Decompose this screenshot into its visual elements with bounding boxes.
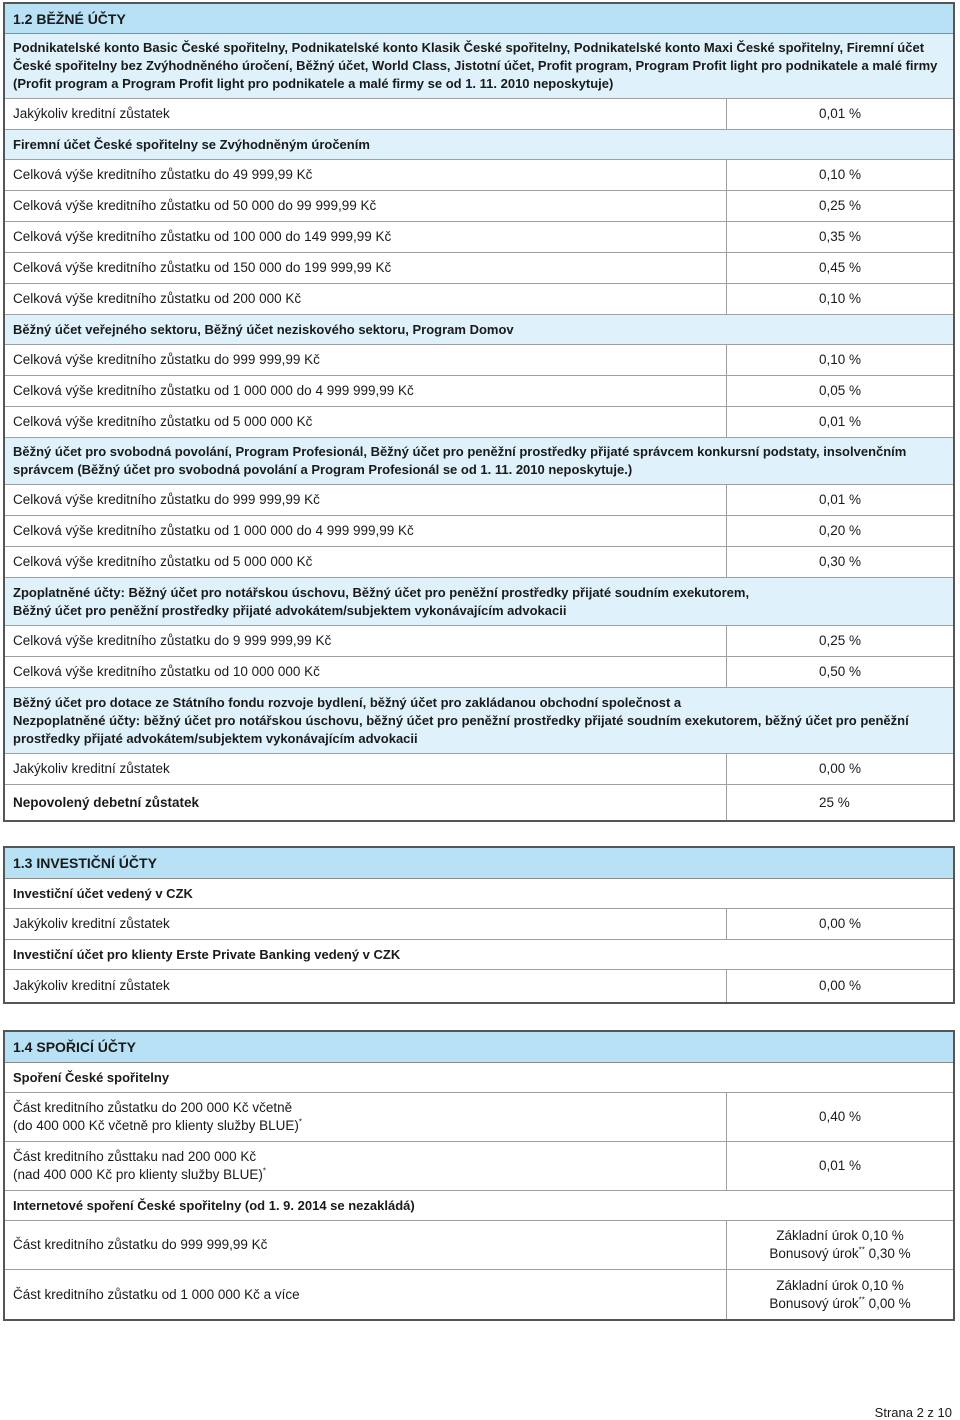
section-bezne-ucty [3,2,955,822]
table-row [5,1093,953,1142]
row-value: 0,00 % [818,761,862,776]
row-label: Celková výše kreditního zůstatku od 10 000 000 Kč [5,657,727,687]
row-label: Jakýkoliv kreditní zůstatek [5,754,727,784]
table-row [5,1221,953,1270]
section-title [5,4,953,34]
row-value: 0,05 % [818,383,862,398]
subheading-intro [5,34,953,99]
section-investicni-ucty [3,846,955,1004]
subheading-dotace [5,688,953,754]
row-label: Celková výše kreditního zůstatku od 200 000 Kč [5,284,727,314]
table-row [5,547,953,578]
row-value: 0,45 % [818,260,862,275]
row-value: 0,00 % [818,916,862,931]
table-row [5,516,953,547]
section-title [5,848,953,879]
row-value: 0,01 % [818,106,862,121]
row-label: Celková výše kreditního zůstatku od 100 000 do 149 999,99 Kč [5,222,727,252]
row-label: Celková výše kreditního zůstatku od 1 000 000 do 4 999 999,99 Kč [5,376,727,406]
subheading-text: Podnikatelské konto Basic České spořitelny, Podnikatelské konto Klasik České spořitelny, Podnikatelské konto Maxi České spořitelny, Firemní účet České spořitelny bez Zvýhodněného úročení, Běžný účet, World Class, Jistotní účet, Profit program, Program Profit light pro podnikatele a malé firmy (Profit program a Program Profit light pro podnikatele a malé firmy se od 1. 11. 2010 neposkytuje) [13,40,938,91]
row-value: 0,01 % [818,1158,862,1173]
row-label-line: Část kreditního zůsttaku nad 200 000 Kč [13,1149,257,1164]
subheading-erste [5,940,953,970]
subheading-verejny [5,315,953,345]
row-label: Část kreditního zůstatku do 999 999,99 Kč [5,1221,727,1269]
row-value: 0,50 % [818,664,862,679]
table-row [5,407,953,438]
subheading-text: Běžný účet pro svobodná povolání, Program Profesionál, Běžný účet pro peněžní prostředky přijaté správcem konkursní podstaty, insolvenčním správcem (Běžný účet pro svobodná povolání a Program Profesionál se od 1. 11. 2010 neposkytuje.) [13,444,907,477]
subheading-svobodna [5,438,953,485]
row-label: Celková výše kreditního zůstatku od 5 000 000 Kč [5,407,727,437]
subheading-text: Firemní účet České spořitelny se Zvýhodněným úročením [13,136,370,152]
row-value: 0,10 % [818,291,862,306]
row-value [727,1221,953,1269]
row-label-line: Část kreditního zůstatku do 200 000 Kč včetně [13,1100,293,1115]
subheading-line: Nezpoplatněné účty: běžný účet pro notářskou úschovu, běžný účet pro peněžní prostředky přijaté soudním exekutorem, běžný účet pro peněžní prostředky přijaté advokátem/subjektem vykonávajícím advokacii [13,712,909,746]
row-value: 0,01 % [818,492,862,507]
row-label: Celková výše kreditního zůstatku do 49 999,99 Kč [5,160,727,190]
row-value: 0,30 % [818,554,862,569]
section-sporici-ucty [3,1030,955,1321]
row-label-text: (do 400 000 Kč včetně pro klienty služby BLUE) [13,1118,299,1133]
row-value: 0,01 % [818,414,862,429]
row-label [5,1093,727,1141]
bonus-rate [769,1245,910,1263]
section-title-text: 1.2 BĚŽNÉ ÚČTY [13,10,126,27]
row-label: Celková výše kreditního zůstatku do 999 999,99 Kč [5,485,727,515]
row-value: 0,10 % [818,352,862,367]
table-row [5,1142,953,1191]
page-number: Strana 2 z 10 [874,1405,952,1420]
section-title-text: 1.3 INVESTIČNÍ ÚČTY [13,855,157,871]
subheading-internet [5,1191,953,1221]
row-label: Celková výše kreditního zůstatku od 150 000 do 199 999,99 Kč [5,253,727,283]
base-rate: Základní úrok 0,10 % [776,1277,904,1293]
bonus-value: 0,00 % [864,1295,911,1311]
table-row [5,485,953,516]
row-label-line [13,1117,302,1135]
row-label: Celková výše kreditního zůstatku od 1 000 000 do 4 999 999,99 Kč [5,516,727,546]
table-row [5,253,953,284]
row-value: 0,40 % [818,1109,862,1124]
subheading-line: Běžný účet pro dotace ze Státního fondu rozvoje bydlení, běžný účet pro zakládanou obchodní společnost a [13,694,682,710]
table-row [5,970,953,1002]
row-value: 0,10 % [818,167,862,182]
subheading-line: Běžný účet pro peněžní prostředky přijaté advokátem/subjektem vykonávajícím advokacii [13,602,567,618]
subheading-text: Internetové spoření České spořitelny (od 1. 9. 2014 se nezakládá) [13,1197,415,1213]
bonus-label: Bonusový úrok [769,1295,859,1311]
table-row [5,160,953,191]
row-value: 0,00 % [818,978,862,993]
row-value: 25 % [819,794,850,810]
row-value [727,1270,953,1319]
footnote-mark: * [298,1117,303,1127]
table-row [5,909,953,940]
section-title-text: 1.4 SPOŘICÍ ÚČTY [13,1039,136,1055]
table-row [5,754,953,785]
table-row [5,345,953,376]
row-label: Celková výše kreditního zůstatku do 9 999 999,99 Kč [5,626,727,656]
base-rate: Základní úrok 0,10 % [776,1228,904,1243]
subheading-text: Investiční účet vedený v CZK [13,885,193,901]
row-label-text: (nad 400 000 Kč pro klienty služby BLUE) [13,1167,263,1182]
table-row [5,376,953,407]
table-row [5,657,953,688]
row-value: 0,20 % [818,523,862,538]
table-row [5,99,953,130]
subheading-firemni [5,130,953,160]
table-row [5,222,953,253]
subheading-text: Spoření České spořitelny [13,1069,170,1085]
subheading-text: Běžný účet veřejného sektoru, Běžný účet neziskového sektoru, Program Domov [13,321,514,337]
table-row-debet [5,785,953,820]
table-row [5,1270,953,1319]
bonus-rate [769,1295,910,1313]
row-label: Jakýkoliv kreditní zůstatek [5,909,727,939]
table-row [5,191,953,222]
subheading-czk [5,879,953,909]
row-label: Jakýkoliv kreditní zůstatek [5,99,727,129]
row-label: Nepovolený debetní zůstatek [5,785,727,820]
row-label [5,1142,727,1190]
row-label: Celková výše kreditního zůstatku od 5 000 000 Kč [5,547,727,577]
row-label: Jakýkoliv kreditní zůstatek [5,970,727,1002]
section-title [5,1032,953,1063]
table-row [5,626,953,657]
row-value: 0,25 % [818,633,862,648]
subheading-sporeni [5,1063,953,1093]
subheading-zpoplatnene [5,578,953,626]
row-value: 0,35 % [818,229,862,244]
row-value: 0,25 % [818,198,862,213]
footnote-mark: ** [858,1245,865,1255]
subheading-text: Investiční účet pro klienty Erste Private Banking vedený v CZK [13,946,401,962]
row-label: Celková výše kreditního zůstatku do 999 999,99 Kč [5,345,727,375]
row-label: Celková výše kreditního zůstatku od 50 000 do 99 999,99 Kč [5,191,727,221]
row-label: Část kreditního zůstatku od 1 000 000 Kč a více [5,1270,727,1319]
footnote-mark: ** [858,1295,865,1304]
table-row [5,284,953,315]
bonus-label: Bonusový úrok [769,1246,859,1261]
footnote-mark: * [262,1166,267,1176]
bonus-value: 0,30 % [864,1246,911,1261]
row-label-line [13,1166,266,1184]
subheading-line: Zpoplatněné účty: Běžný účet pro notářskou úschovu, Běžný účet pro peněžní prostředky přijaté soudním exekutorem, [13,584,750,600]
